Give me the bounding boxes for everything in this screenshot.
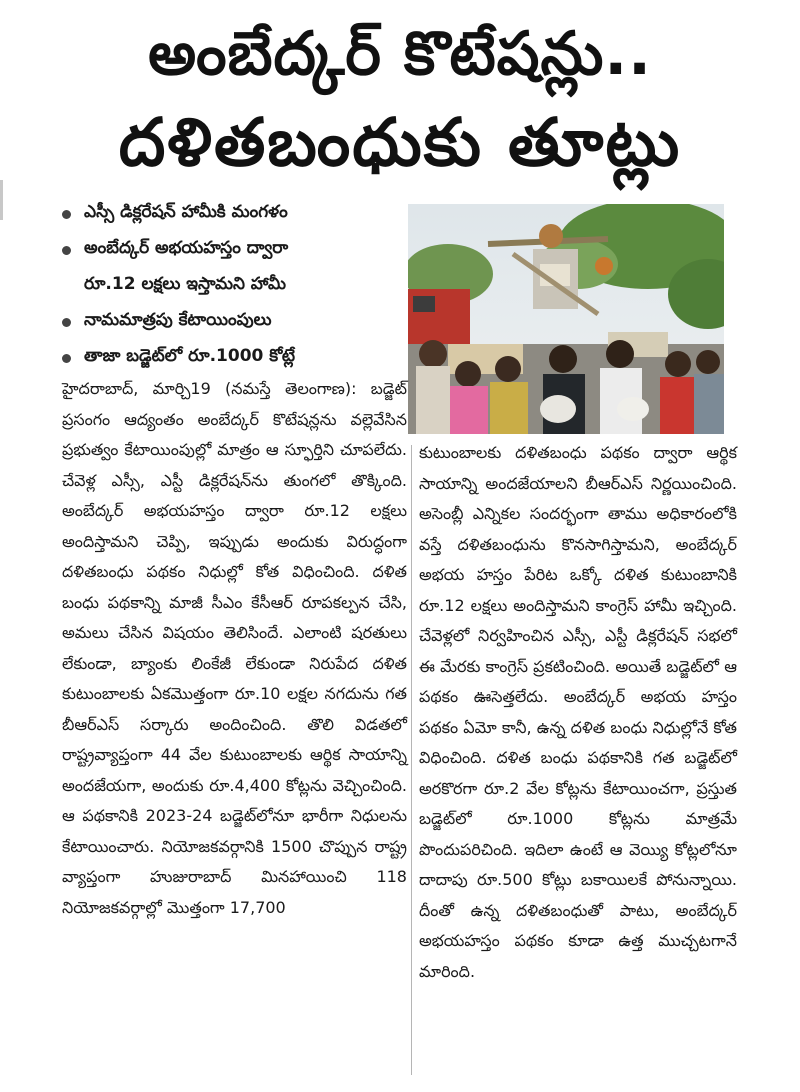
bullet-item: నామమాత్రపు కేటాయింపులు <box>62 304 412 340</box>
bullet-item: అంబేద్కర్ అభయహస్తం ద్వారా <box>62 232 412 268</box>
bullet-item-continuation: రూ.12 లక్షలు ఇస్తామని హామీ <box>84 274 287 294</box>
bullet-item: తాజా బడ్జెట్‌లో రూ.1000 కోట్లే <box>62 340 412 376</box>
article-text-column-1: హైదరాబాద్, మార్చి19 (నమస్తే తెలంగాణ): బడ్జెట్ ప్రసంగం ఆద్యంతం అంబేద్కర్ కొటేషన్లను వల్లెవేసిన ప్రభుత్వం కేటాయింపుల్లో మాత్రం ఆ స్ఫూర్తిని చూపలేదు. చేవెళ్ల ఎస్సీ, ఎస్టీ డిక్లరేషన్‌ను తుంగలో తొక్కింది. అంబేద్కర్ అభయహస్తం ద్వారా రూ.12 లక్షలు అందిస్తామని చెప్పి, ఇప్పుడు అందుకు విరుద్ధంగా దళితబంధు పథకం నిధుల్లో కోత విధించింది. దళిత బంధు పథకాన్ని మాజీ సీఎం కేసీఆర్ రూపకల్పన చేసి, అమలు చేసిన విషయం తెలిసిందే. ఎలాంటి షరతులు లేకుండా, బ్యాంకు లింకేజీ లేకుండా నిరుపేద దళిత కుటుంబాలకు ఏకమొత్తంగా రూ.10 లక్షల నగదును గత బీఆర్‌ఎస్ సర్కారు అందించింది. తొలి విడతలో రాష్ట్రవ్యాప్తంగా 44 వేల కుటుంబాలకు ఆర్థిక సాయాన్ని అందజేయగా, అందుకు రూ.4,400 కోట్లను వెచ్చించింది. ఆ పథకానికి 2023-24 బడ్జెట్‌లోనూ భారీగా నిధులను కేటాయించారు. నియోజకవర్గానికి 1500 చొప్పున రాష్ట్ర వ్యాప్తంగా హుజురాబాద్ మినహాయించి 118 నియోజకవర్గాల్లో మొత్తంగా 17,700 <box>62 379 407 917</box>
headline-line-1: అంబేద్కర్ కొటేషన్లు.. <box>148 19 652 89</box>
bullet-dot-icon <box>62 246 71 255</box>
protest-photo <box>408 204 724 434</box>
page-edge-mark <box>0 180 3 220</box>
protest-photo-illustration <box>408 204 724 434</box>
bullet-list <box>62 196 412 376</box>
article-column-1 <box>62 374 407 923</box>
bullet-dot-icon <box>62 354 71 363</box>
bullet-item: ఎస్సీ డిక్లరేషన్ హామీకి మంగళం <box>62 196 412 232</box>
article-column-2 <box>419 438 737 987</box>
article-text-column-2: కుటుంబాలకు దళితబంధు పథకం ద్వారా ఆర్థిక సాయాన్ని అందజేయాలని బీఆర్‌ఎస్ నిర్ణయించింది. అసెంబ్లీ ఎన్నికల సందర్భంగా తాము అధికారంలోకి వస్తే దళితబంధును కొనసాగిస్తామని, అంబేద్కర్ అభయ హస్తం పేరిట ఒక్కో దళిత కుటుంబానికి రూ.12 లక్షలు అందిస్తామని కాంగ్రెస్ హామీ ఇచ్చింది. చేవెళ్లలో నిర్వహించిన ఎస్సీ, ఎస్టీ డిక్లరేషన్ సభలో ఈ మేరకు కాంగ్రెస్ ప్రకటించింది. అయితే బడ్జెట్‌లో ఆ పథకం ఊసెత్తలేదు. అంబేద్కర్ అభయ హస్తం పథకం ఏమో కానీ, ఉన్న దళిత బంధు నిధుల్లోనే కోత విధించింది. దళిత బంధు పథకానికి గత బడ్జెట్‌లో అరకొరగా రూ.2 వేల కోట్లను కేటాయించగా, ప్రస్తుత బడ్జెట్‌లో రూ.1000 కోట్లను మాత్రమే పొందుపరిచింది. ఇదిలా ఉంటే ఆ వెయ్యి కోట్లలోనూ దాదాపు రూ.500 కోట్లు బకాయిలకే పోనున్నాయి. దీంతో ఉన్న దళితబంధుతో పాటు, అంబేద్కర్ అభయహస్తం పథకం కూడా ఉత్త ముచ్చటగానే మారింది. <box>419 443 737 981</box>
column-divider <box>411 445 412 1075</box>
bullet-dot-icon <box>62 318 71 327</box>
bullet-dot-icon <box>62 210 71 219</box>
headline-line-2: దళితబంధుకు తూట్లు <box>118 104 682 181</box>
